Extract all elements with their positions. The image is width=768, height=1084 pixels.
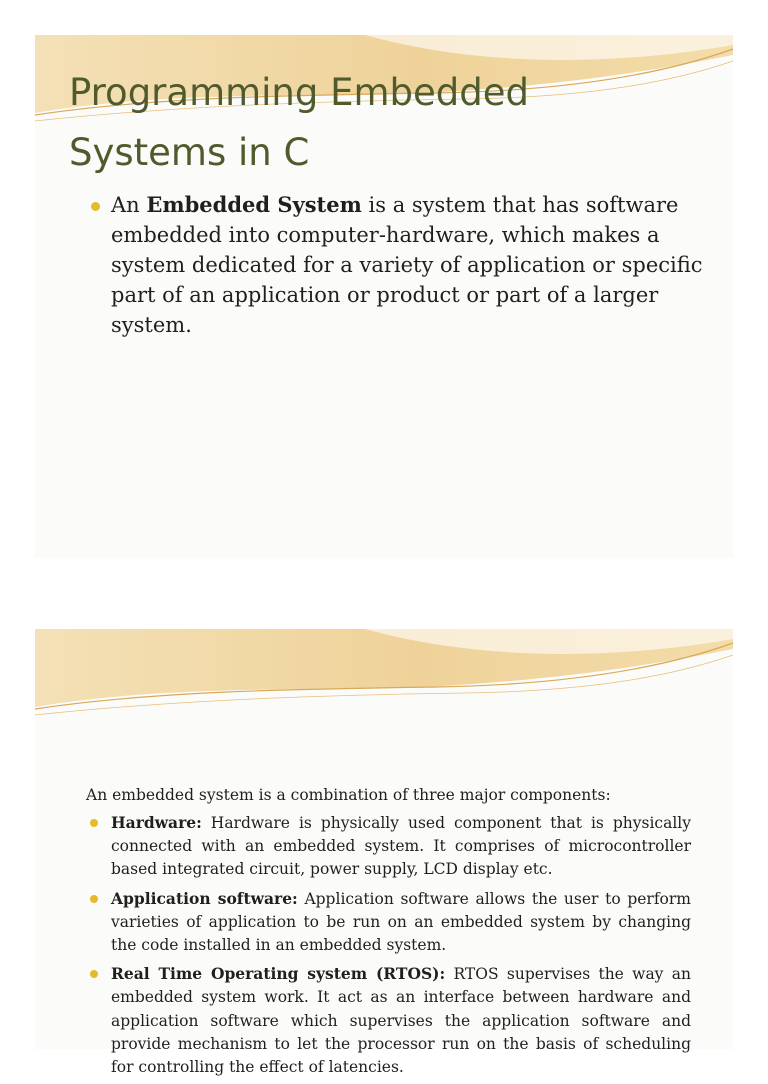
item-text: RTOS supervises the way an embedded system work. It act as an interface between hardware and application software which supervises the application software and provide mechanism to let the processor run on the basis of scheduling for controlling the effect of latencies. — [111, 965, 691, 1077]
bullet-icon — [91, 202, 100, 211]
bullet-icon — [90, 819, 98, 827]
item-term: Real Time Operating system (RTOS): — [111, 964, 446, 984]
bullet-list — [111, 190, 711, 340]
bullet-icon — [90, 895, 98, 903]
slide-1 — [35, 35, 733, 558]
title-line-2: Systems in C — [69, 131, 310, 174]
embedded-system-term: Embedded System — [146, 192, 362, 217]
intro-text: An embedded system is a combination of three major components: — [86, 786, 611, 804]
bullet-icon — [90, 970, 98, 978]
slide-2 — [35, 629, 733, 1077]
list-item: An Embedded System is a system that has software embedded into computer-hardware, which makes a system dedicated for a variety of application or specific part of an application or product or part of a larger system. — [111, 190, 711, 340]
item-text: Hardware is physically used component that is physically connected with an embedded system. It comprises of microcontroller based integrated circuit, power supply, LCD display etc. — [111, 814, 691, 879]
slide-title — [69, 63, 529, 183]
components-list — [111, 811, 691, 1084]
item-term: Hardware: — [111, 813, 202, 832]
item-text: Application software allows the user to perform varieties of application to be run on an embedded system by changing the code installed in an embedded system. — [111, 889, 691, 955]
item-term: Application software: — [111, 888, 298, 908]
title-line-1: Programming Embedded — [69, 71, 530, 114]
list-item — [111, 887, 691, 958]
swoosh-decoration — [35, 629, 733, 719]
list-item — [111, 962, 691, 1079]
list-item — [111, 811, 691, 882]
